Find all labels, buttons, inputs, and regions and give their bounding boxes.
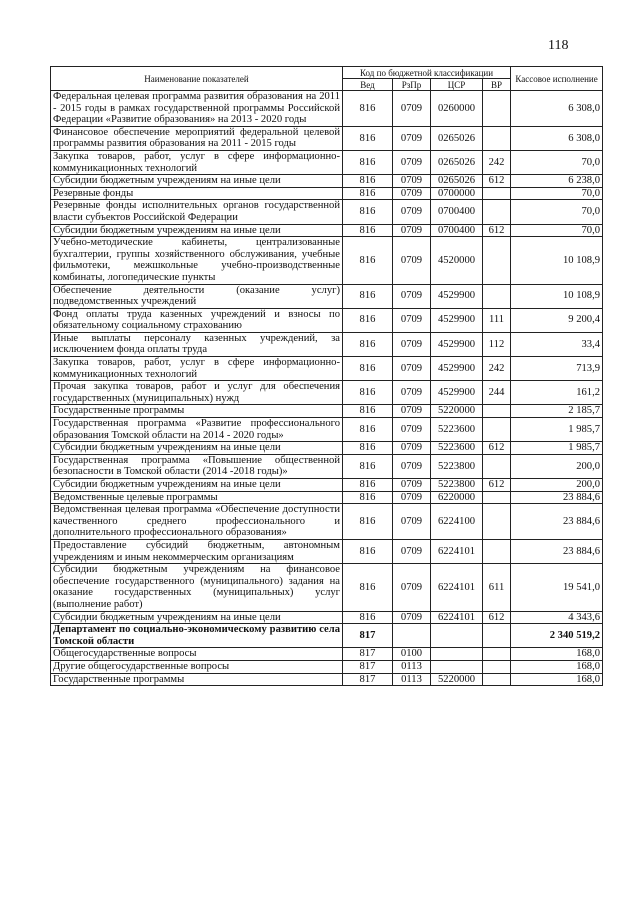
row-csr: 5220000 bbox=[431, 405, 483, 418]
row-vr: 244 bbox=[483, 381, 511, 405]
row-csr: 0260000 bbox=[431, 91, 483, 127]
row-amount: 200,0 bbox=[511, 479, 603, 492]
row-ved: 816 bbox=[343, 442, 393, 455]
table-row bbox=[51, 224, 603, 237]
row-rzpr: 0709 bbox=[393, 479, 431, 492]
row-amount: 9 200,4 bbox=[511, 308, 603, 332]
table-row bbox=[51, 308, 603, 332]
row-amount: 161,2 bbox=[511, 381, 603, 405]
row-rzpr: 0709 bbox=[393, 454, 431, 478]
row-name: Другие общегосударственные вопросы bbox=[51, 660, 343, 673]
header-rzpr: РзПр bbox=[393, 79, 431, 91]
row-rzpr: 0709 bbox=[393, 357, 431, 381]
row-name: Субсидии бюджетным учреждениям на финансовое обеспечение государственного (муниципального) задания на оказание государственных (муниципальных) услуг (выполнение работ) bbox=[51, 564, 343, 611]
page-number: 118 bbox=[548, 38, 569, 53]
row-amount: 70,0 bbox=[511, 224, 603, 237]
row-ved: 816 bbox=[343, 539, 393, 563]
row-name: Закупка товаров, работ, услуг в сфере информационно-коммуникационных технологий bbox=[51, 357, 343, 381]
row-amount: 4 343,6 bbox=[511, 611, 603, 624]
row-amount: 10 108,9 bbox=[511, 284, 603, 308]
row-csr bbox=[431, 660, 483, 673]
row-csr: 4529900 bbox=[431, 332, 483, 356]
row-rzpr: 0709 bbox=[393, 237, 431, 284]
row-vr: 612 bbox=[483, 611, 511, 624]
table-row bbox=[51, 405, 603, 418]
row-vr: 111 bbox=[483, 308, 511, 332]
row-name: Государственные программы bbox=[51, 673, 343, 686]
row-ved: 816 bbox=[343, 491, 393, 504]
row-vr bbox=[483, 187, 511, 200]
row-ved: 816 bbox=[343, 187, 393, 200]
row-vr bbox=[483, 454, 511, 478]
row-name: Государственная программа «Повышение общественной безопасности в Томской области (2014 -2018 годы)» bbox=[51, 454, 343, 478]
row-rzpr: 0709 bbox=[393, 442, 431, 455]
row-name: Закупка товаров, работ, услуг в сфере информационно-коммуникационных технологий bbox=[51, 150, 343, 174]
table-row bbox=[51, 624, 603, 648]
row-ved: 816 bbox=[343, 381, 393, 405]
row-ved: 816 bbox=[343, 200, 393, 224]
row-amount: 6 308,0 bbox=[511, 126, 603, 150]
row-amount: 1 985,7 bbox=[511, 418, 603, 442]
row-amount: 70,0 bbox=[511, 187, 603, 200]
table-row bbox=[51, 491, 603, 504]
header-code-group: Код по бюджетной классификации bbox=[343, 67, 511, 79]
row-vr bbox=[483, 405, 511, 418]
row-vr bbox=[483, 648, 511, 661]
table-row bbox=[51, 284, 603, 308]
row-name: Финансовое обеспечение мероприятий федеральной целевой программы развития образования на 2011 - 2015 годы bbox=[51, 126, 343, 150]
row-vr: 242 bbox=[483, 357, 511, 381]
row-amount: 200,0 bbox=[511, 454, 603, 478]
row-amount: 23 884,6 bbox=[511, 491, 603, 504]
table-row bbox=[51, 454, 603, 478]
row-rzpr: 0709 bbox=[393, 175, 431, 188]
row-csr: 4529900 bbox=[431, 357, 483, 381]
row-rzpr bbox=[393, 624, 431, 648]
row-amount: 1 985,7 bbox=[511, 442, 603, 455]
row-csr: 0700400 bbox=[431, 224, 483, 237]
row-ved: 816 bbox=[343, 91, 393, 127]
table-row bbox=[51, 237, 603, 284]
row-rzpr: 0709 bbox=[393, 405, 431, 418]
row-rzpr: 0709 bbox=[393, 224, 431, 237]
row-ved: 816 bbox=[343, 418, 393, 442]
row-vr bbox=[483, 539, 511, 563]
row-csr: 0265026 bbox=[431, 126, 483, 150]
row-rzpr: 0113 bbox=[393, 673, 431, 686]
table-row bbox=[51, 504, 603, 540]
row-csr: 6224101 bbox=[431, 539, 483, 563]
row-vr: 612 bbox=[483, 479, 511, 492]
table-row bbox=[51, 187, 603, 200]
row-ved: 816 bbox=[343, 150, 393, 174]
table-row bbox=[51, 660, 603, 673]
row-ved: 816 bbox=[343, 454, 393, 478]
row-amount: 2 340 519,2 bbox=[511, 624, 603, 648]
row-csr: 4520000 bbox=[431, 237, 483, 284]
row-rzpr: 0709 bbox=[393, 539, 431, 563]
row-vr: 242 bbox=[483, 150, 511, 174]
row-name: Субсидии бюджетным учреждениям на иные цели bbox=[51, 175, 343, 188]
row-rzpr: 0709 bbox=[393, 187, 431, 200]
row-name: Обеспечение деятельности (оказание услуг) подведомственных учреждений bbox=[51, 284, 343, 308]
row-name: Иные выплаты персоналу казенных учреждений, за исключением фонда оплаты труда bbox=[51, 332, 343, 356]
row-ved: 816 bbox=[343, 175, 393, 188]
row-ved: 817 bbox=[343, 648, 393, 661]
row-csr: 4529900 bbox=[431, 284, 483, 308]
row-amount: 168,0 bbox=[511, 660, 603, 673]
table-body bbox=[51, 91, 603, 686]
table-row bbox=[51, 126, 603, 150]
row-csr: 4529900 bbox=[431, 381, 483, 405]
row-name: Департамент по социально-экономическому развитию села Томской области bbox=[51, 624, 343, 648]
row-amount: 33,4 bbox=[511, 332, 603, 356]
table-row bbox=[51, 381, 603, 405]
row-vr bbox=[483, 126, 511, 150]
row-vr bbox=[483, 284, 511, 308]
row-ved: 816 bbox=[343, 237, 393, 284]
row-name: Предоставление субсидий бюджетным, автономным учреждениям и иным некоммерческим организациям bbox=[51, 539, 343, 563]
row-csr: 0265026 bbox=[431, 150, 483, 174]
row-rzpr: 0709 bbox=[393, 150, 431, 174]
row-name: Федеральная целевая программа развития образования на 2011 - 2015 годы в рамках государственной программы Российской Федерации «Развитие образования» на 2013 - 2020 годы bbox=[51, 91, 343, 127]
table-row bbox=[51, 479, 603, 492]
header-vr: ВР bbox=[483, 79, 511, 91]
row-rzpr: 0709 bbox=[393, 611, 431, 624]
row-ved: 816 bbox=[343, 611, 393, 624]
row-rzpr: 0709 bbox=[393, 332, 431, 356]
table-row bbox=[51, 357, 603, 381]
table-row bbox=[51, 442, 603, 455]
row-vr bbox=[483, 624, 511, 648]
row-rzpr: 0709 bbox=[393, 126, 431, 150]
row-rzpr: 0709 bbox=[393, 491, 431, 504]
row-vr bbox=[483, 491, 511, 504]
table-row bbox=[51, 175, 603, 188]
row-ved: 816 bbox=[343, 332, 393, 356]
row-csr: 0265026 bbox=[431, 175, 483, 188]
row-rzpr: 0100 bbox=[393, 648, 431, 661]
table-row bbox=[51, 673, 603, 686]
row-ved: 816 bbox=[343, 504, 393, 540]
row-vr: 611 bbox=[483, 564, 511, 611]
row-amount: 2 185,7 bbox=[511, 405, 603, 418]
row-name: Фонд оплаты труда казенных учреждений и взносы по обязательному социальному страхованию bbox=[51, 308, 343, 332]
table-row bbox=[51, 332, 603, 356]
row-rzpr: 0709 bbox=[393, 504, 431, 540]
row-rzpr: 0709 bbox=[393, 200, 431, 224]
row-amount: 19 541,0 bbox=[511, 564, 603, 611]
table-row bbox=[51, 200, 603, 224]
table-row bbox=[51, 418, 603, 442]
row-name: Государственная программа «Развитие профессионального образования Томской области на 2014 - 2020 годы» bbox=[51, 418, 343, 442]
row-csr bbox=[431, 624, 483, 648]
row-ved: 816 bbox=[343, 479, 393, 492]
row-name: Общегосударственные вопросы bbox=[51, 648, 343, 661]
row-name: Прочая закупка товаров, работ и услуг для обеспечения государственных (муниципальных) нужд bbox=[51, 381, 343, 405]
row-rzpr: 0709 bbox=[393, 308, 431, 332]
table-row bbox=[51, 611, 603, 624]
table-row bbox=[51, 564, 603, 611]
row-csr: 5223800 bbox=[431, 454, 483, 478]
row-amount: 6 308,0 bbox=[511, 91, 603, 127]
row-name: Резервные фонды bbox=[51, 187, 343, 200]
row-csr: 6224101 bbox=[431, 611, 483, 624]
header-amount: Кассовое исполнение bbox=[511, 67, 603, 91]
row-rzpr: 0709 bbox=[393, 418, 431, 442]
row-ved: 816 bbox=[343, 564, 393, 611]
row-name: Государственные программы bbox=[51, 405, 343, 418]
row-vr: 612 bbox=[483, 175, 511, 188]
row-amount: 168,0 bbox=[511, 648, 603, 661]
row-rzpr: 0113 bbox=[393, 660, 431, 673]
row-csr: 4529900 bbox=[431, 308, 483, 332]
row-ved: 816 bbox=[343, 284, 393, 308]
row-ved: 817 bbox=[343, 624, 393, 648]
row-amount: 23 884,6 bbox=[511, 539, 603, 563]
row-name: Учебно-методические кабинеты, централизованные бухгалтерии, группы хозяйственного обслуживания, учебные фильмотеки, межшкольные учебно-производственные комбинаты, логопедические пункты bbox=[51, 237, 343, 284]
row-amount: 23 884,6 bbox=[511, 504, 603, 540]
row-name: Субсидии бюджетным учреждениям на иные цели bbox=[51, 442, 343, 455]
row-csr: 6224101 bbox=[431, 564, 483, 611]
row-csr: 5220000 bbox=[431, 673, 483, 686]
table-row bbox=[51, 648, 603, 661]
row-amount: 70,0 bbox=[511, 200, 603, 224]
table-row bbox=[51, 150, 603, 174]
row-ved: 817 bbox=[343, 673, 393, 686]
row-name: Субсидии бюджетным учреждениям на иные цели bbox=[51, 479, 343, 492]
row-name: Субсидии бюджетным учреждениям на иные цели bbox=[51, 224, 343, 237]
row-rzpr: 0709 bbox=[393, 564, 431, 611]
row-csr: 5223600 bbox=[431, 442, 483, 455]
row-csr: 5223800 bbox=[431, 479, 483, 492]
row-csr: 5223600 bbox=[431, 418, 483, 442]
header-name: Наименование показателей bbox=[51, 67, 343, 91]
table-row bbox=[51, 91, 603, 127]
header-csr: ЦСР bbox=[431, 79, 483, 91]
row-csr: 6224100 bbox=[431, 504, 483, 540]
row-vr bbox=[483, 660, 511, 673]
row-amount: 713,9 bbox=[511, 357, 603, 381]
row-ved: 816 bbox=[343, 405, 393, 418]
row-amount: 168,0 bbox=[511, 673, 603, 686]
row-csr: 0700400 bbox=[431, 200, 483, 224]
row-csr: 6220000 bbox=[431, 491, 483, 504]
row-name: Резервные фонды исполнительных органов государственной власти субъектов Российской Федерации bbox=[51, 200, 343, 224]
row-name: Субсидии бюджетным учреждениям на иные цели bbox=[51, 611, 343, 624]
row-rzpr: 0709 bbox=[393, 381, 431, 405]
row-vr: 112 bbox=[483, 332, 511, 356]
row-vr bbox=[483, 200, 511, 224]
row-ved: 816 bbox=[343, 308, 393, 332]
row-vr bbox=[483, 237, 511, 284]
row-csr: 0700000 bbox=[431, 187, 483, 200]
row-vr bbox=[483, 504, 511, 540]
row-rzpr: 0709 bbox=[393, 91, 431, 127]
row-vr bbox=[483, 91, 511, 127]
row-ved: 817 bbox=[343, 660, 393, 673]
row-vr: 612 bbox=[483, 224, 511, 237]
row-amount: 10 108,9 bbox=[511, 237, 603, 284]
row-ved: 816 bbox=[343, 126, 393, 150]
row-ved: 816 bbox=[343, 357, 393, 381]
row-vr bbox=[483, 673, 511, 686]
row-vr: 612 bbox=[483, 442, 511, 455]
row-vr bbox=[483, 418, 511, 442]
row-ved: 816 bbox=[343, 224, 393, 237]
header-ved: Вед bbox=[343, 79, 393, 91]
table-row bbox=[51, 539, 603, 563]
row-name: Ведомственная целевая программа «Обеспечение доступности качественного среднего профессионального и дополнительного профессионального образования» bbox=[51, 504, 343, 540]
row-csr bbox=[431, 648, 483, 661]
row-name: Ведомственные целевые программы bbox=[51, 491, 343, 504]
budget-execution-table bbox=[50, 66, 603, 686]
row-amount: 6 238,0 bbox=[511, 175, 603, 188]
row-rzpr: 0709 bbox=[393, 284, 431, 308]
row-amount: 70,0 bbox=[511, 150, 603, 174]
